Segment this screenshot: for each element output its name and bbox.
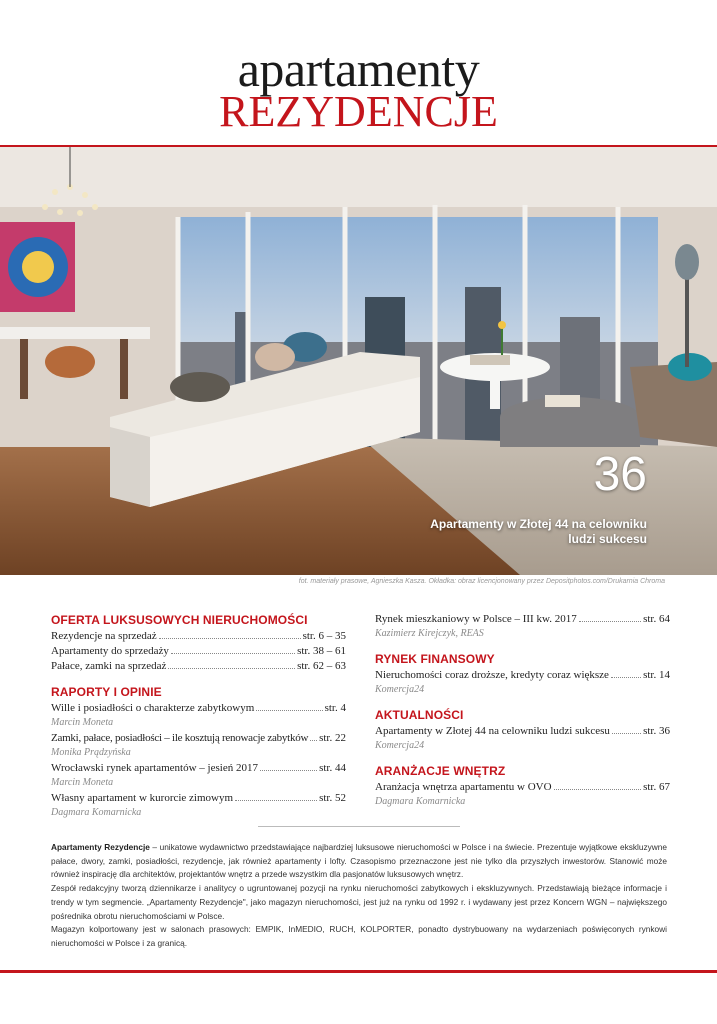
toc-entry-page: str. 38 – 61	[297, 645, 346, 657]
toc-entry-title: Rezydencje na sprzedaż	[51, 630, 157, 642]
toc-entry-title: Apartamenty do sprzedaży	[51, 645, 169, 657]
cover-caption: Apartamenty w Złotej 44 na celowniku ludzi sukcesu	[430, 517, 647, 546]
leader-dots	[260, 770, 317, 771]
toc-entry-page: str. 52	[319, 792, 346, 804]
about-text: – unikatowe wydawnictwo przedstawiające najbardziej luksusowe nieruchomości w Polsce i na świecie. Prezentuje wyjątkowe ekskluzywne pałace, dwory, zamki, posiadłości, rezydencje, jak również apartamenty i lofty. Czasopismo przeznaczone jest nie tylko dla przyszłych inwestorów. Stanowić może również inspirację dla architektów, projektantów wnętrz a przede wszystkim dla pasjonatów luksusowych wnętrz.	[51, 842, 667, 880]
section-heading: AKTUALNOŚCI	[375, 708, 464, 722]
section-heading: RYNEK FINANSOWY	[375, 652, 495, 666]
cover-photo	[0, 147, 717, 575]
toc-entry-title: Zamki, pałace, posiadłości – ile kosztują renowacje zabytków	[51, 732, 309, 744]
toc-entry-title: Wrocławski rynek apartamentów – jesień 2017	[51, 762, 258, 774]
toc-entry[interactable]	[375, 780, 670, 795]
toc-entry-author: Dagmara Komarnicka	[51, 807, 142, 818]
toc-entry[interactable]	[51, 629, 346, 644]
toc-entry[interactable]	[375, 668, 670, 683]
photo-credit: fot. materiały prasowe, Agnieszka Kasza. Okładka: obraz licencjonowany przez Depositphotos.com/Drukarnia Chroma	[298, 578, 665, 585]
section-heading: RAPORTY I OPINIE	[51, 685, 162, 699]
leader-dots	[554, 789, 642, 790]
toc-entry-author: Komercja24	[375, 684, 425, 695]
toc-entry-title: Aranżacja wnętrza apartamentu w OVO	[375, 781, 552, 793]
leader-dots	[579, 621, 641, 622]
toc-entry[interactable]	[51, 761, 346, 776]
toc-entry[interactable]	[51, 701, 346, 716]
about-paragraph: Magazyn kolportowany jest w salonach prasowych: EMPIK, InMEDIO, RUCH, KOLPORTER, ponadto dystrybuowany na wydarzeniach poświęconych rynkowi nieruchomości w Polsce i za granicą.	[51, 924, 667, 948]
toc-entry-author: Marcin Moneta	[51, 777, 114, 788]
toc-entry-author: Dagmara Komarnicka	[375, 796, 466, 807]
section-divider	[258, 826, 460, 827]
section-heading: OFERTA LUKSUSOWYCH NIERUCHOMOŚCI	[51, 613, 308, 627]
toc-entry-title: Pałace, zamki na sprzedaż	[51, 660, 167, 672]
masthead-title-bottom: REZYDENCJE	[219, 87, 498, 136]
leader-dots	[159, 638, 301, 639]
toc-entry[interactable]	[375, 612, 670, 627]
about-paragraph: Zespół redakcyjny tworzą dziennikarze i analitycy o ugruntowanej pozycji na rynku nieruchomości zabytkowych i ekskluzywnych. Przedstawiają bieżące informacje i trendy w tym segmencie. „Apartamenty Rezydencje", jako magazyn nieruchomości, jest już na rynku od 1992 r. i wydawany jest przez Koncern WGN – największego pośrednika obrotu nieruchomościami w Polsce.	[51, 883, 667, 921]
toc-entry-title: Nieruchomości coraz droższe, kredyty coraz większe	[375, 669, 609, 681]
cover-photo-illustration	[0, 147, 717, 575]
section-heading: ARANŻACJE WNĘTRZ	[375, 764, 506, 778]
toc-entry-page: str. 44	[319, 762, 346, 774]
leader-dots	[171, 653, 295, 654]
toc-entry-page: str. 67	[643, 781, 670, 793]
leader-dots	[235, 800, 317, 801]
toc-entry-title: Wille i posiadłości o charakterze zabytkowym	[51, 702, 255, 714]
toc-entry-page: str. 64	[643, 613, 670, 625]
leader-dots	[168, 668, 295, 669]
toc-entry-title: Rynek mieszkaniowy w Polsce – III kw. 2017	[375, 613, 577, 625]
toc-entry-author: Komercja24	[375, 740, 425, 751]
masthead-title-top: apartamenty	[237, 41, 480, 97]
toc-entry-page: str. 4	[324, 702, 346, 714]
leader-dots	[612, 733, 641, 734]
toc-entry[interactable]	[51, 791, 346, 806]
toc-entry[interactable]	[51, 644, 346, 659]
toc-entry-author: Monika Prądzyńska	[51, 747, 131, 758]
toc-left-column	[51, 608, 346, 821]
toc-entry[interactable]	[375, 724, 670, 739]
toc-entry-author: Kazimierz Kirejczyk, REAS	[375, 628, 484, 639]
toc-entry[interactable]	[51, 659, 346, 674]
toc-entry-page: str. 62 – 63	[297, 660, 346, 672]
leader-dots	[310, 740, 317, 741]
toc-entry-title: Apartamenty w Złotej 44 na celowniku ludzi sukcesu	[375, 725, 610, 737]
toc-entry-author: Marcin Moneta	[51, 717, 114, 728]
about-magazine	[51, 841, 667, 951]
toc-entry-title: Własny apartament w kurorcie zimowym	[51, 792, 234, 804]
toc-entry[interactable]	[51, 731, 346, 746]
bottom-accent-line	[0, 970, 717, 973]
masthead	[0, 0, 717, 145]
about-paragraph	[51, 841, 667, 882]
toc-entry-page: str. 36	[643, 725, 670, 737]
about-brand: Apartamenty Rezydencje	[51, 842, 150, 852]
toc-entry-page: str. 6 – 35	[302, 630, 346, 642]
toc-entry-page: str. 22	[319, 732, 346, 744]
toc-entry-page: str. 14	[643, 669, 670, 681]
issue-number: 36	[593, 448, 647, 501]
leader-dots	[256, 710, 322, 711]
toc-right-column	[375, 608, 670, 810]
leader-dots	[611, 677, 641, 678]
